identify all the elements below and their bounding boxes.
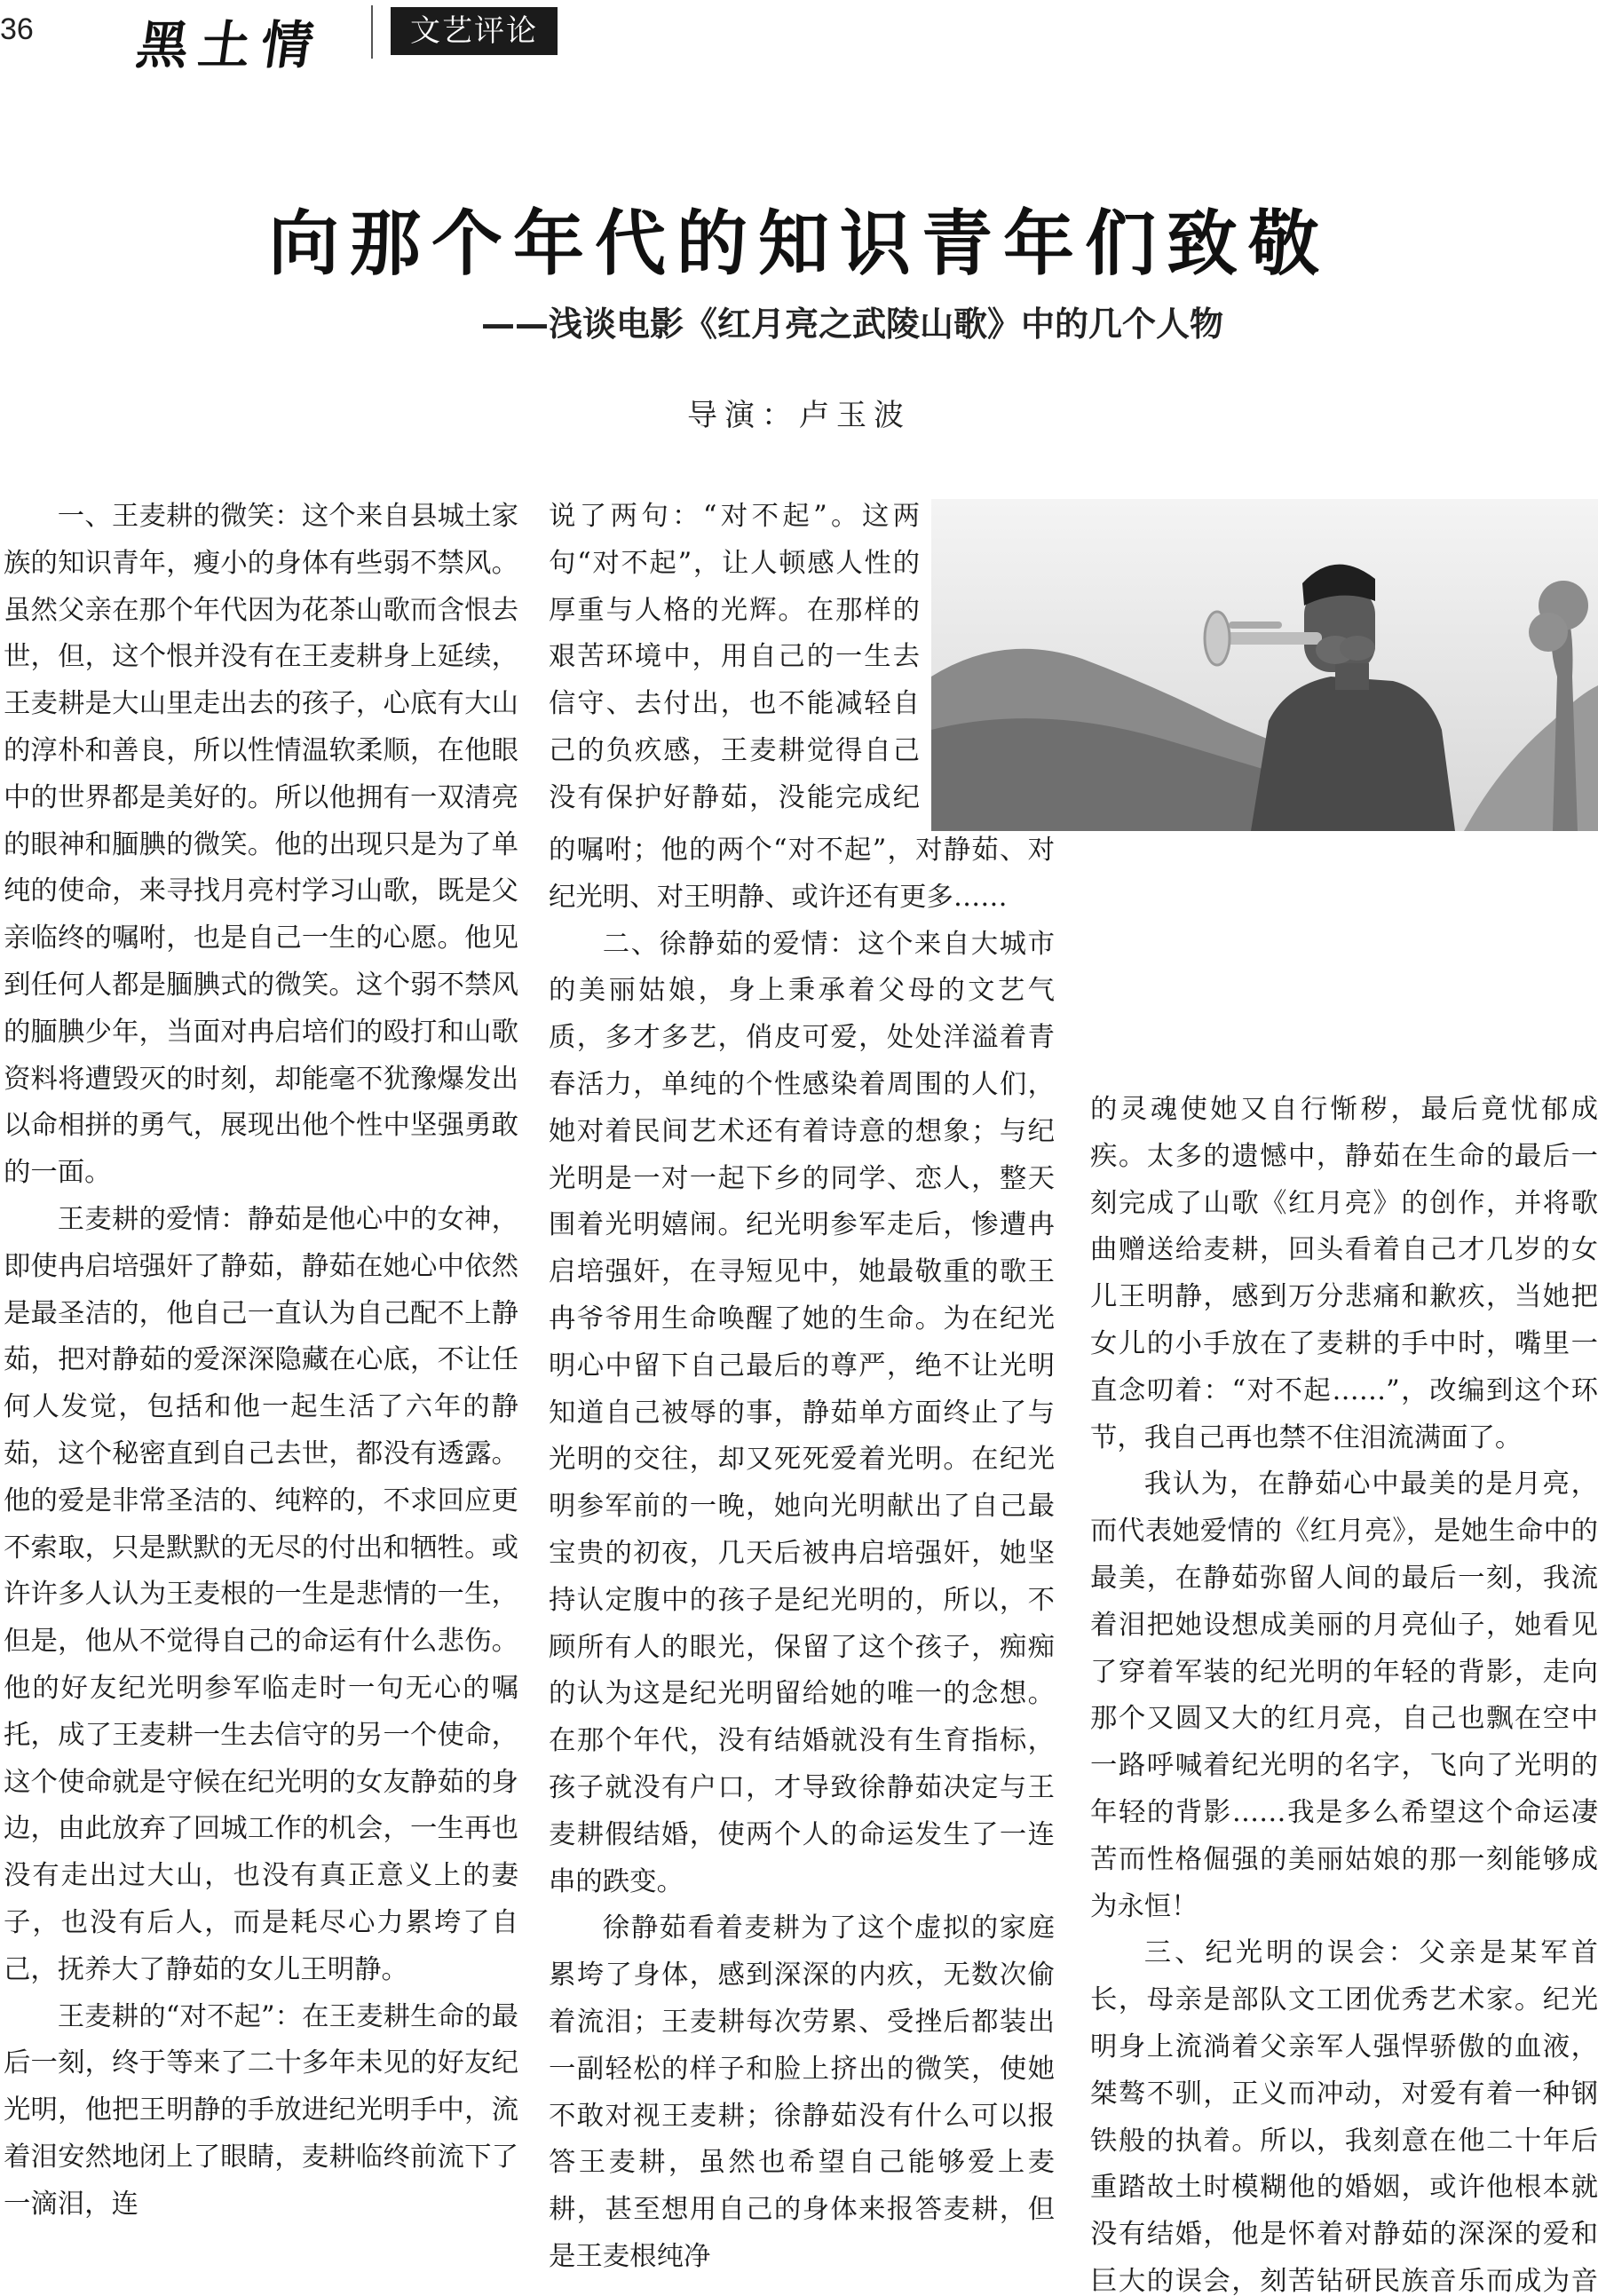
column-3	[1090, 1087, 1598, 2296]
paragraph: 的嘱咐；他的两个“对不起”，对静茹、对纪光明、对王明静、或许还有更多……	[549, 835, 1055, 913]
article-byline: 导演：卢玉波	[687, 398, 911, 433]
paragraph: 王麦耕的爱情：静茹是他心中的女神，即使冉启培强奸了静茹，静茹在她心中依然是最圣洁的，他自己一直认为自己配不上静茹，把对静茹的爱深深隐藏在心底，不让任何人发觉，包括和他一起生活了六年的静茹，这个秘密直到自己去世，都没有透露。他的爱是非常圣洁的、纯粹的，不求回应更不索取，只是默默的无尽的付出和牺牲。或许许多人认为王麦根的一生是悲情的一生，但是，他从不觉得自己的命运有什么悲伤。他的好友纪光明参军临走时一句无心的嘱托，成了王麦耕一生去信守的另一个使命，这个使命就是守候在纪光明的女友静茹的身边，由此放弃了回城工作的机会，一生再也没有走出过大山，也没有真正意义上的妻子，也没有后人，而是耗尽心力累垮了自己，抚养大了静茹的女儿王明静。	[4, 1203, 518, 1985]
paragraph: 徐静茹看着麦耕为了这个虚拟的家庭累垮了身体，感到深深的内疚，无数次偷着流泪；王麦耕每次劳累、受挫后都装出一副轻松的样子和脸上挤出的微笑，使她不敢对视王麦耕；徐静茹没有什么可以报答王麦耕，虽然也希望自己能够爱上麦耕，甚至想用自己的身体来报答麦耕，但是王麦根纯净	[549, 1912, 1055, 2272]
paragraph: 说了两句：“对不起”。这两句“对不起”，让人顿感人性的厚重与人格的光辉。在那样的艰苦环境中，用自己的一生去信守、去付出，也不能减轻自己的负疚感，王麦耕觉得自己没有保护好静茹，没能完成纪	[549, 501, 920, 813]
page-number: 36	[0, 12, 34, 46]
header-divider	[371, 5, 373, 59]
paragraph: 二、徐静茹的爱情：这个来自大城市的美丽姑娘，身上秉承着父母的文艺气质，多才多艺，俏皮可爱，处处洋溢着青春活力，单纯的个性感染着周围的人们，她对着民间艺术还有着诗意的想象；与纪光明是一对一起下乡的同学、恋人，整天围着光明嬉闹。纪光明参军走后，惨遭冉启培强奸，在寻短见中，她最敬重的歌王冉爷爷用生命唤醒了她的生命。为在纪光明心中留下自己最后的尊严，绝不让光明知道自己被辱的事，静茹单方面终止了与光明的交往，却又死死爱着光明。在纪光明参军前的一晚，她向光明献出了自己最宝贵的初夜，几天后被冉启培强奸，她坚持认定腹中的孩子是纪光明的，所以，不顾所有人的眼光，保留了这个孩子，痴痴的认为这是纪光明留给她的唯一的念想。在那个年代，没有结婚就没有生育指标，孩子就没有户口，才导致徐静茹决定与王麦耕假结婚，使两个人的命运发生了一连串的跌变。	[549, 928, 1055, 1897]
section-tag: 文艺评论	[391, 7, 558, 55]
masthead-logo: 黑土情	[132, 15, 328, 75]
paragraph: 的灵魂使她又自行惭秽，最后竟忧郁成疾。太多的遗憾中，静茹在生命的最后一刻完成了山歌《红月亮》的创作，并将歌曲赠送给麦耕，回头看着自己才几岁的女儿王明静，感到万分悲痛和歉疚，当她把女儿的小手放在了麦耕的手中时，嘴里一直念叨着：“对不起……”，改编到这个环节，我自己再也禁不住泪流满面了。	[1090, 1094, 1598, 1453]
column-2-bottom	[549, 827, 1055, 2296]
article-subtitle: ——浅谈电影《红月亮之武陵山歌》中的几个人物	[480, 305, 1223, 344]
column-2-top	[549, 494, 920, 827]
paragraph: 我认为，在静茹心中最美的是月亮，而代表她爱情的《红月亮》，是她生命中的最美，在静茹弥留人间的最后一刻，我流着泪把她设想成美丽的月亮仙子，她看见了穿着军装的纪光明的年轻的背影，走向那个又圆又大的红月亮，自己也飘在空中一路呼喊着纪光明的名字，飞向了光明的年轻的背影……我是多么希望这个命运凄苦而性格倔强的美丽姑娘的那一刻能够成为永恒！	[1090, 1469, 1598, 1922]
paragraph: 一、王麦耕的微笑：这个来自县城土家族的知识青年，瘦小的身体有些弱不禁风。虽然父亲在那个年代因为花茶山歌而含恨去世，但，这个恨并没有在王麦耕身上延续，王麦耕是大山里走出去的孩子，心底有大山的淳朴和善良，所以性情温软柔顺，在他眼中的世界都是美好的。所以他拥有一双清亮的眼神和腼腆的微笑。他的出现只是为了单纯的使命，来寻找月亮村学习山歌，既是父亲临终的嘱咐，也是自己一生的心愿。他见到任何人都是腼腆式的微笑。这个弱不禁风的腼腆少年，当面对冉启培们的殴打和山歌资料将遭毁灭的时刻，却能毫不犹豫爆发出以命相拼的勇气，展现出他个性中坚强勇敢的一面。	[4, 501, 518, 1189]
article-title: 向那个年代的知识青年们致敬	[268, 202, 1330, 285]
photo-illustration	[931, 499, 1598, 831]
paragraph: 王麦耕的“对不起”：在王麦耕生命的最后一刻，终于等来了二十多年未见的好友纪光明，他把王明静的手放进纪光明手中，流着泪安然地闭上了眼睛，麦耕临终前流下了一滴泪，连	[4, 2000, 518, 2220]
page-header	[0, 0, 1598, 75]
paragraph: 三、纪光明的误会：父亲是某军首长，母亲是部队文工团优秀艺术家。纪光明身上流淌着父亲军人强悍骄傲的血液，桀骜不驯，正义而冲动，对爱有着一种钢铁般的执着。所以，我刻意在他二十年后重踏故土时模糊他的婚姻，或许他根本就没有结婚，他是怀着对静茹的深深的爱和巨大的误会，刻苦钻研民族音乐而成为音	[1090, 1937, 1598, 2296]
trumpet-player-photo	[931, 499, 1598, 831]
column-1	[4, 494, 518, 2296]
